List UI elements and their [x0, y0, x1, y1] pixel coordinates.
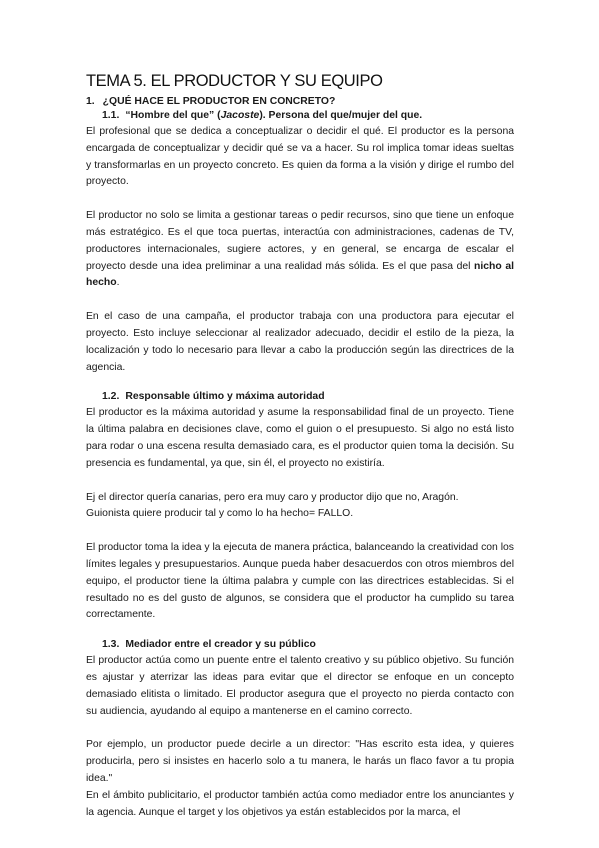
subsection-heading-1-3 [86, 638, 514, 652]
subsection-heading-text [125, 109, 422, 123]
example-line: Ej el director quería canarias, pero era muy caro y productor dijo que no, Aragón. [86, 491, 459, 503]
paragraph: El productor toma la idea y la ejecuta de manera práctica, balanceando la creatividad con los límites legales y presupuestarios. Aunque pueda haber desacuerdos con otros miembros del equipo, el productor tiene la última palabra y cumple con las directrices establecidas. Si el resultado no es del gusto de algunos, se considera que el productor ha cumplido su tarea correctamente. [86, 542, 514, 621]
heading-italic-name: Jacoste [220, 110, 260, 121]
subsection-number: 1.1. [102, 110, 120, 121]
subsection-heading-1-2 [86, 390, 514, 404]
subsection-heading-1-1 [86, 109, 514, 123]
paragraph [86, 208, 514, 292]
section-heading-text: ¿QUÉ HACE EL PRODUCTOR EN CONCRETO? [102, 96, 336, 107]
paragraph: El productor actúa como un puente entre el talento creativo y su público objetivo. Su función es ajustar y aterrizar las ideas para evitar que el director se enfoque en un concepto demasiado elitista o limitado. El productor asegura que el proyecto no pierda contacto con su audiencia, ayudando al equipo a mantenerse en el camino correcto. [86, 655, 514, 717]
paragraph: En el caso de una campaña, el productor trabaja con una productora para ejecutar el proyecto. Esto incluye seleccionar al realizador adecuado, decidir el estilo de la pieza, la localización y todo lo necesario para llevar a cabo la producción según las directrices de la agencia. [86, 311, 514, 373]
example-block [86, 490, 514, 524]
subsection-heading-text: Responsable último y máxima autoridad [125, 391, 325, 403]
subsection-number: 1.2. [102, 391, 120, 403]
heading-part: “Hombre del que” ( [125, 110, 221, 121]
paragraph: El productor es la máxima autoridad y asume la responsabilidad final de un proyecto. Tiene la última palabra en decisiones clave, como el guion o el presupuesto. Si algo no está listo para rodar o una escena resulta demasiado cara, es el productor quien toma la decisión. Su presencia es fundamental, ya que, sin él, el proyecto no existiría. [86, 407, 514, 469]
page-title: TEMA 5. EL PRODUCTOR Y SU EQUIPO [86, 72, 383, 90]
example-line: Guionista quiere producir tal y como lo ha hecho= FALLO. [86, 508, 354, 520]
paragraph-text: . [116, 277, 120, 289]
section-heading-1 [86, 95, 514, 109]
subsection-number: 1.3. [102, 639, 120, 651]
subsection-heading-text: Mediador entre el creador y su público [125, 639, 316, 651]
paragraph: Por ejemplo, un productor puede decirle a un director: "Has escrito esta idea, y quieres producirla, pero si insistes en hacerlo solo a tu manera, le harás un flaco favor a tu propia idea." [86, 739, 514, 784]
heading-part: ). Persona del que/mujer del que. [259, 110, 423, 121]
paragraph-text: El productor no solo se limita a gestionar tareas o pedir recursos, sino que tiene un enfoque más estratégico. Es el que toca puertas, interactúa con administraciones, cadenas de TV, productores internacionales, sugiere actores, y en general, se encarga de escalar el proyecto desde una idea preliminar a una realidad más sólida. Es el que pasa del [86, 210, 514, 272]
paragraph: En el ámbito publicitario, el productor también actúa como mediador entre los anunciantes y la agencia. Aunque el target y los objetivos ya están establecidos por la marca, el [86, 789, 514, 818]
section-number: 1. [86, 96, 95, 107]
document-body [86, 70, 514, 821]
bold-phrase: nicho al hecho [86, 260, 514, 289]
paragraph: El profesional que se dedica a conceptualizar o decidir el qué. El productor es la persona encargada de conceptualizar y decidir qué se va a hacer. Su rol implica tomar ideas sueltas y transformarlas en un proyecto concreto. Es quien da forma a la visión y dirige el rumbo del proyecto. [86, 126, 514, 188]
